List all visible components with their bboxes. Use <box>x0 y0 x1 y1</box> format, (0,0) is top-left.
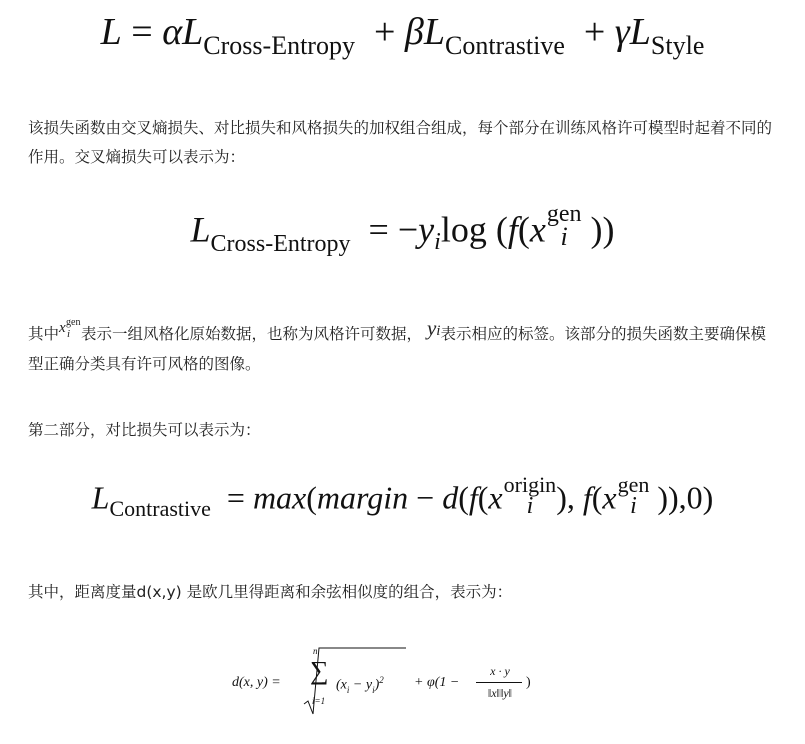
paragraph-ce-explanation: 其中 x gen i 表示一组风格化原始数据，也称为风格许可数据， yi表示相应的标签。该部分的损失函数主要确保模型正确分类具有许可风格的图像。 <box>28 316 766 373</box>
paragraph-loss-description: 该损失函数由交叉熵损失、对比损失和风格损失的加权组合组成，每个部分在训练风格许可模型时起着不同的作用。交叉熵损失可以表示为： <box>28 119 773 166</box>
cross-entropy-formula: $L_{Cross-Entropy} = -y_i\log$ (f(x gen i )) <box>190 201 615 258</box>
paragraph-distance-intro: 其中，距离度量d(x,y) 是欧几里得距离和余弦相似度的组合，表示为： <box>28 583 513 601</box>
x-gen-symbol: x gen i <box>59 317 81 340</box>
y-i-symbol: yi <box>426 316 441 340</box>
paragraph-contrastive-intro: 第二部分，对比损失可以表示为： <box>28 421 261 439</box>
total-loss-formula: $L = \alpha L_{Cross-Entropy} + \beta L_{Contrastive} + \gamma L_{Style}$ <box>100 11 705 60</box>
contrastive-formula: $L_{Contrastive}$ = max(margin − d(f(x origin i ), f(x gen i )),0) <box>91 472 714 522</box>
distance-formula: d(x, y) = n ∑ i=1 $(x_i - y_i)^2$ + φ(1 − x · y ‖x‖‖y‖ ) <box>232 640 552 720</box>
